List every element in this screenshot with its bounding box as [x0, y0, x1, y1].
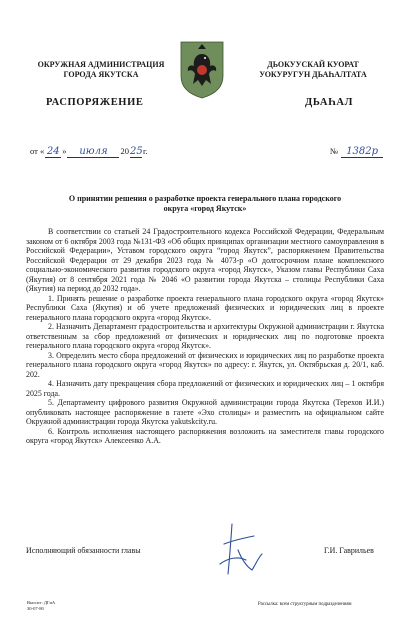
- signatory-position: Исполняющий обязанности главы: [26, 546, 141, 555]
- preamble-paragraph: В соответствии со статьей 24 Градостроительного кодекса Российской Федерации, Федеральным законом от 6 октября 2003 года №131-ФЗ «Об общих принципах организации местного самоуправления в Российской Федерации», Уставом городского округа “город Якутск”, распоряжением Правительства Российской Федерации от 29 декабря 2023 года № 4073-р «О долгосрочном плане комплексного социально-экономического развития городского округа «город Якутск», Указом главы Республики Саха (Якутия) от 8 сентября 2021 года № 2046 «О развитии города Якутска – столицы Республики Саха (Якутия) на период до 2032 года».: [26, 227, 384, 293]
- org-name-sah-line1: ДЬОКУУСКАЙ КУОРАТ: [267, 60, 359, 69]
- org-name-ru-line2: ГОРОДА ЯКУТСКА: [63, 70, 139, 79]
- date-day: 24: [46, 146, 60, 157]
- doc-type-russian: РАСПОРЯЖЕНИЕ: [46, 97, 144, 108]
- date-year: 25: [129, 146, 143, 157]
- date-prefix: от «: [30, 146, 45, 156]
- clause-2: 2. Назначить Департамент градостроительства и архитектуры Окружной администрации г. Якутска ответственным за сбор предложений от физических и юридических лиц по подготовке проекта генерального плана городского округа «город Якутск».: [26, 322, 384, 350]
- document-date: [30, 146, 148, 158]
- signatory-name: Г.И. Гаврильев: [324, 546, 374, 555]
- coat-of-arms-emblem: [179, 40, 225, 100]
- footer-distribution: Рассылка: всем структурным подразделениям: [258, 602, 352, 607]
- date-month: июля: [67, 146, 119, 158]
- number-value: 1382р: [341, 146, 383, 158]
- date-suffix: г.: [142, 146, 148, 156]
- clause-1: 1. Принять решение о разработке проекта генерального плана городского округа «город Якутск» Республики Саха (Якутия) и об учете предложений физических и юридических лиц в проекте генерального плана городского округа «город Якутск».: [26, 293, 384, 322]
- footer-contributor-line1: Вносит: ДГиА: [27, 600, 56, 605]
- org-name-russian: [26, 60, 176, 80]
- handwritten-signature: [214, 520, 266, 578]
- footer-contributor: [27, 600, 55, 612]
- clause-4: 4. Назначить дату прекращения сбора предложений от физических и юридических лиц – 1 октября 2025 года.: [26, 379, 384, 398]
- doc-type-yakut: ДЬАҺАЛ: [305, 97, 354, 108]
- date-year-prefix: 20: [120, 146, 129, 156]
- org-name-yakut: [243, 60, 383, 80]
- document-title: О принятии решения о разработке проекта генерального плана городского округа «город Якутск»: [68, 194, 342, 213]
- document-number: [330, 146, 383, 158]
- clause-3: 3. Определить место сбора предложений от физических и юридических лиц по разработке проекта генерального плана городского округа «город Якутск» по адресу: г. Якутск, ул. Октябрьская д. 20/1, каб. 202.: [26, 350, 384, 379]
- number-label: №: [330, 146, 339, 156]
- clause-6: 6. Контроль исполнения настоящего распоряжения возложить на заместителя главы городского округа «город Якутск» Алексеенко А.А.: [26, 426, 384, 445]
- date-quote: »: [62, 146, 67, 156]
- clause-5: 5. Департаменту цифрового развития Окружной администрации города Якутска (Терехов И.И.) опубликовать настоящее распоряжение в газете «Эхо столицы» и разместить на официальном сайте Окружной администрации города Якутска yakutskcity.ru.: [26, 398, 384, 426]
- document-body: [26, 227, 384, 446]
- org-name-ru-line1: ОКРУЖНАЯ АДМИНИСТРАЦИЯ: [37, 60, 165, 69]
- footer-contributor-line2: 30-07-80: [27, 606, 44, 611]
- org-name-sah-line2: УОКУРУГУН ДЬАҺАЛТАТА: [259, 70, 367, 79]
